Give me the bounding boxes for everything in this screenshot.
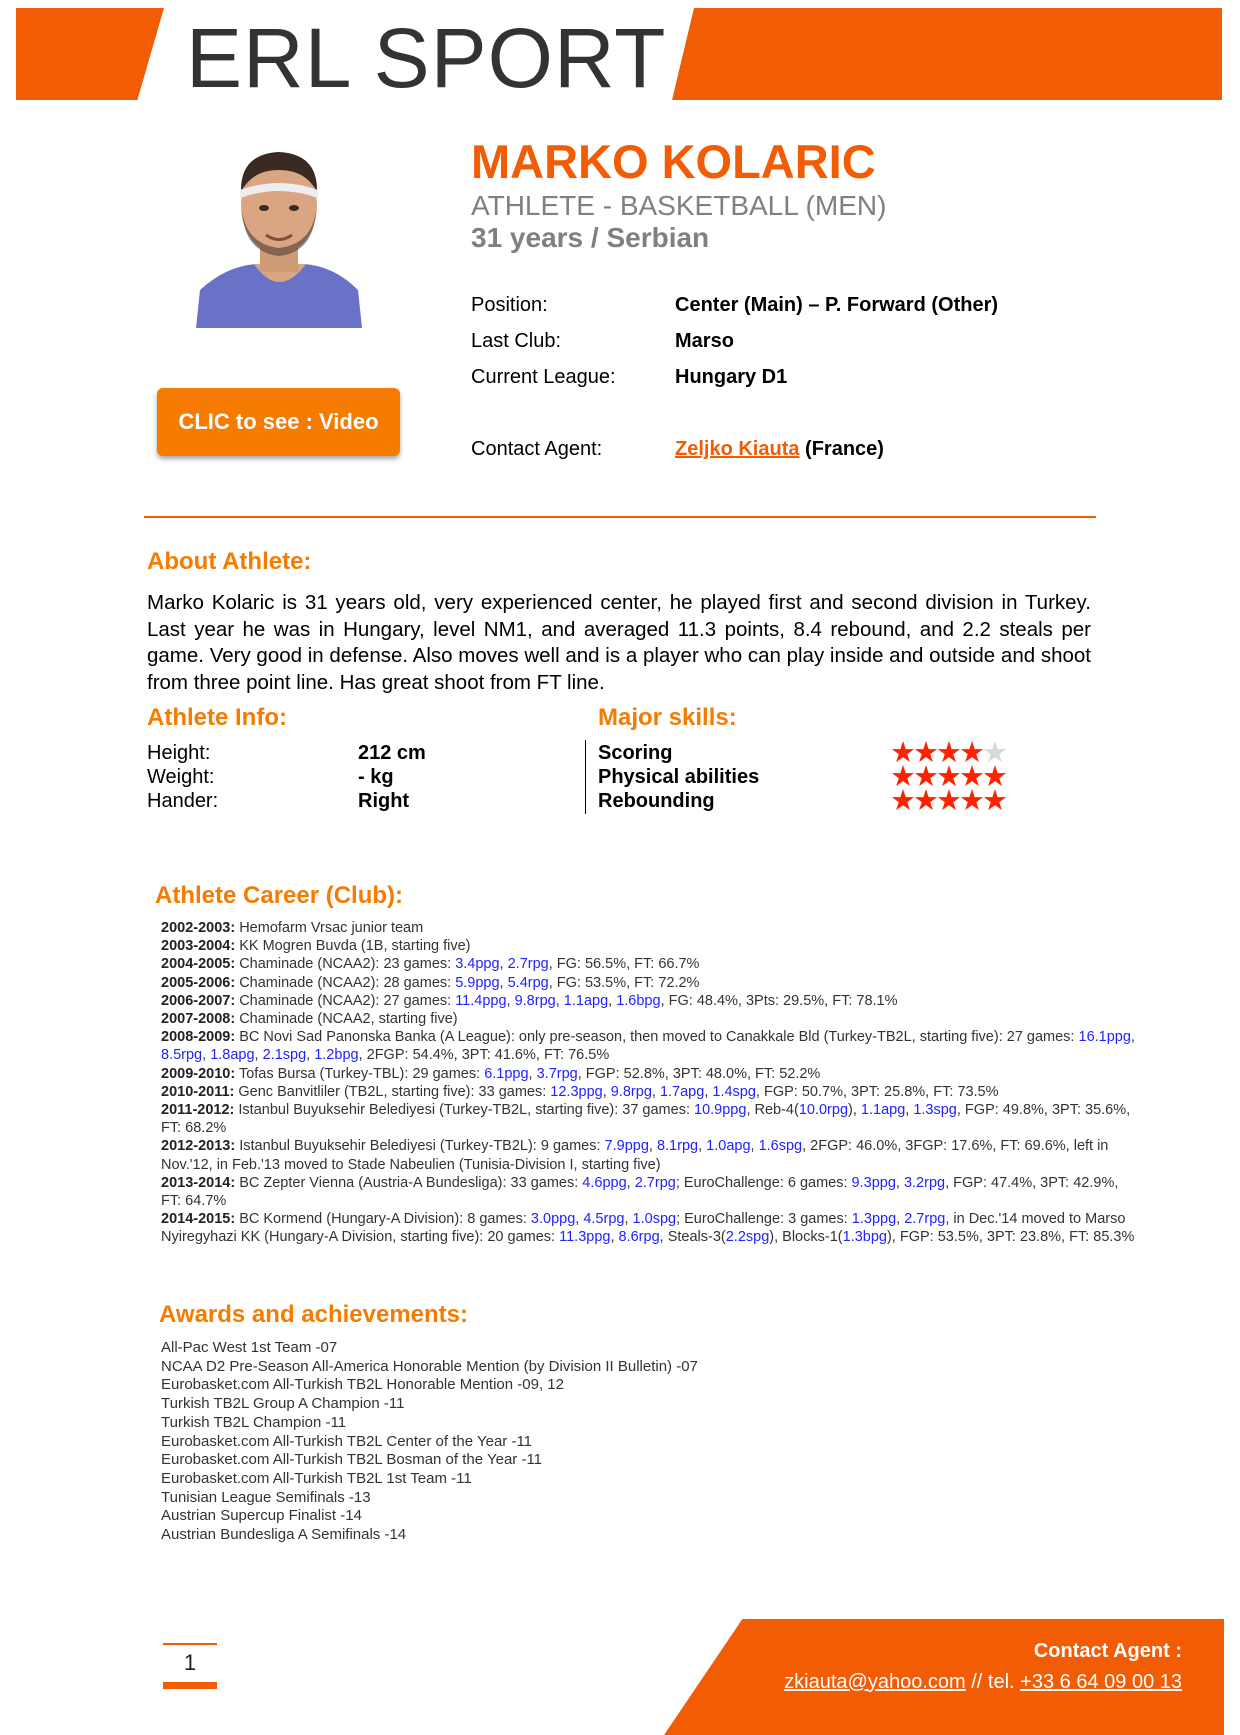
career-text: BC Kormend (Hungary-A Division): 8 games: [235,1211,531,1228]
career-stat: 1.3bpg [842,1229,887,1246]
career-entry [161,974,1141,992]
awards-title: Awards and achievements: [159,1301,469,1328]
career-stat: 16.1ppg [1078,1029,1131,1046]
career-stat: 8.1rpg [656,1138,699,1155]
career-stat: 1.4spg [712,1083,756,1100]
career-year: 2008-2009: [161,1029,236,1046]
career-text: Istanbul Buyuksehir Belediyesi (Turkey-TB2L, starting five): 37 games: [234,1102,695,1119]
career-stat: 1.6bpg [616,992,661,1009]
award-item: Tunisian League Semifinals -13 [161,1488,371,1506]
career-entry [161,1028,1141,1064]
info-label: Height: [147,742,211,764]
career-stat: 3.0ppg [530,1211,576,1228]
career-stat: 10.0rpg [798,1102,849,1119]
footer-contact-line [784,1671,1182,1694]
career-text: , [499,956,508,973]
career-entry [161,1010,1141,1028]
info-divider [585,740,586,814]
career-text: , [626,1174,635,1191]
career-text: , FG: 53.5%, FT: 72.2% [548,974,700,991]
career-text: , Steals-3( [659,1229,726,1246]
career-text: , [610,1229,619,1246]
career-text: , [608,992,617,1009]
career-year: 2014-2015: [161,1211,236,1228]
career-text: ; EuroChallenge: 6 games: [675,1174,852,1191]
header-bar-right [672,8,1222,100]
career-stat: 9.8rpg [610,1083,652,1100]
info-value: - kg [358,766,394,788]
skill-name: Rebounding [598,790,715,812]
award-item: Eurobasket.com All-Turkish TB2L 1st Team -11 [161,1469,472,1487]
career-text: BC Zepter Vienna (Austria-A Bundesliga): 33 games: [235,1174,583,1191]
header-bar-left [16,8,164,100]
career-stat: 1.0spg [632,1211,677,1228]
career-stat: 1.8apg [210,1047,255,1064]
career-text: Istanbul Buyuksehir Belediyesi (Turkey-TB2L): 9 games: [235,1138,605,1155]
career-text: , [1130,1029,1135,1046]
career-year: 2006-2007: [161,992,236,1009]
career-text: Tofas Bursa (Turkey-TBL): 29 games: [235,1065,485,1082]
awards-list [161,1339,698,1545]
career-text: ), [848,1102,861,1119]
athlete-info-title: Athlete Info: [147,704,287,731]
agent-country: (France) [805,438,884,460]
career-text: , FG: 56.5%, FT: 66.7% [548,956,700,973]
award-item: Austrian Supercup Finalist -14 [161,1507,362,1525]
career-text: , FGP: 49.8%, 3PT: 35.6%, FT: 68.2% [161,1102,1131,1137]
award-item: Eurobasket.com All-Turkish TB2L Bosman of the Year -11 [161,1451,543,1469]
career-stat: 1.3ppg [851,1211,897,1228]
career-stat: 1.1apg [860,1102,906,1119]
career-year: 2013-2014: [161,1174,236,1191]
page-number-bar [163,1682,217,1689]
award-item: Eurobasket.com All-Turkish TB2L Center of the Year -11 [161,1432,533,1450]
career-text: ; EuroChallenge: 3 games: [676,1211,852,1228]
career-text: ), Blocks-1( [769,1229,843,1246]
page-number: 1 [183,1650,197,1675]
career-entry [161,1083,1141,1101]
star-empty-icon: ★ [982,737,1005,769]
career-text: Chaminade (NCAA2): 23 games: [235,956,456,973]
career-text: , FGP: 50.7%, 3PT: 25.8%, FT: 73.5% [755,1083,999,1100]
footer-tel-label: tel. [987,1671,1021,1693]
career-text: , [624,1211,633,1228]
athlete-role: ATHLETE - BASKETBALL (MEN) [471,190,887,221]
star-filled-icon: ★ [959,761,982,793]
career-text: , 2FGP: 46.0%, 3FGP: 17.6%, FT: 69.6%, left in Nov.'12, in Feb.'13 moved to Stade Nabeulien (Tunisia-Division I, starting five) [161,1138,1109,1173]
career-stat: 2.1spg [262,1047,307,1064]
career-text: KK Mogren Buvda (1B, starting five) [235,938,471,955]
career-year: 2002-2003: [161,920,236,936]
athlete-age-nationality: 31 years / Serbian [471,222,710,253]
info-value: Right [358,790,410,812]
career-text: , [202,1047,211,1064]
career-stat: 8.5rpg [161,1047,203,1064]
career-text: , [555,992,564,1009]
career-stat: 1.3spg [913,1102,957,1119]
league-value: Hungary D1 [675,366,788,388]
athlete-photo [196,140,362,328]
career-stat: 3.4ppg [455,956,500,973]
career-text: , FG: 48.4%, 3Pts: 29.5%, FT: 78.1% [660,992,898,1009]
video-button[interactable]: CLIC to see : Video [157,388,400,456]
skills-title: Major skills: [598,704,737,731]
career-stat: 8.6rpg [618,1229,660,1246]
footer-email-link[interactable]: zkiauta@yahoo.com [784,1671,966,1693]
career-stat: 2.7rpg [904,1211,946,1228]
star-filled-icon: ★ [913,761,936,793]
award-item: Turkish TB2L Champion -11 [161,1413,347,1431]
star-filled-icon: ★ [913,785,936,817]
career-stat: 2.2spg [725,1229,770,1246]
career-stat: 5.4rpg [507,974,549,991]
brand-logo: ERL SPORT [186,11,667,105]
career-text: , FGP: 52.8%, 3PT: 48.0%, FT: 52.2% [577,1065,821,1082]
club-value: Marso [675,330,734,352]
skill-name: Scoring [598,742,673,764]
footer-contact-title: Contact Agent : [1033,1640,1182,1662]
career-stat: 9.3ppg [851,1174,896,1191]
position-label: Position: [471,294,548,316]
star-filled-icon: ★ [982,785,1005,817]
skill-stars [890,785,1005,817]
career-entry [161,1174,1141,1210]
career-stat: 2.7rpg [634,1174,676,1191]
about-text: Marko Kolaric is 31 years old, very experienced center, he played first and second division in Turkey. Last year he was in Hungary, level NM1, and averaged 11.3 points, 8.4 rebound, and 2.2 steals per game. Very good in defense. Also moves well and is a player who can play inside and outside and shoot from three point line. Has great shoot from FT line. [147,591,1091,694]
career-text: ), FGP: 53.5%, 3PT: 23.8%, FT: 85.3% [886,1229,1135,1246]
career-stat: 11.4ppg [455,992,507,1009]
career-entry [161,1065,1141,1083]
career-text: Hemofarm Vrsac junior team [235,920,424,936]
star-filled-icon: ★ [936,761,959,793]
career-text: , Reb-4( [746,1102,799,1119]
skill-name: Physical abilities [598,766,760,788]
award-item: NCAA D2 Pre-Season All-America Honorable Mention (by Division II Bulletin) -07 [161,1357,698,1375]
career-entry [161,919,1141,937]
career-entry [161,937,1141,955]
club-label: Last Club: [471,330,562,352]
career-text: , [499,974,508,991]
star-filled-icon: ★ [890,761,913,793]
athlete-name: MARKO KOLARIC [471,135,876,188]
career-title: Athlete Career (Club): [155,882,404,909]
career-text: , in Dec.'14 moved to Marso Nyiregyhazi KK (Hungary-A Division, starting five): 20 games: [161,1211,1126,1246]
career-text: , [602,1083,611,1100]
career-stat: 1.0apg [706,1138,751,1155]
agent-value [675,438,884,461]
career-text: , [528,1065,537,1082]
career-stat: 4.5rpg [583,1211,625,1228]
award-item: Eurobasket.com All-Turkish TB2L Honorable Mention -09, 12 [161,1376,564,1394]
star-filled-icon: ★ [890,785,913,817]
star-filled-icon: ★ [959,785,982,817]
career-list [161,919,1141,1247]
career-stat: 5.9ppg [455,974,500,991]
award-item: All-Pac West 1st Team -07 [161,1339,338,1356]
career-stat: 3.7rpg [536,1065,578,1082]
career-stat: 11.3ppg [559,1229,611,1246]
career-text: , [648,1138,657,1155]
career-text: BC Novi Sad Panonska Banka (A League): only pre-season, then moved to Canakkale Bld (Turkey-TB2L, starting five): 27 games: [235,1029,1079,1046]
career-text: Chaminade (NCAA2): 28 games: [235,974,456,991]
star-filled-icon: ★ [982,761,1005,793]
star-filled-icon: ★ [913,737,936,769]
page-number-rule [163,1643,217,1645]
career-text: , [895,1174,904,1191]
position-value: Center (Main) – P. Forward (Other) [675,294,999,316]
career-text: , [651,1083,660,1100]
league-label: Current League: [471,366,616,388]
info-value: 212 cm [358,742,426,764]
star-filled-icon: ★ [959,737,982,769]
career-text: , [254,1047,263,1064]
footer-tel-link[interactable]: +33 6 64 09 00 13 [1020,1671,1182,1693]
career-year: 2010-2011: [161,1083,235,1100]
career-entry [161,1210,1141,1246]
career-text: , [575,1211,584,1228]
career-stat: 2.7rpg [507,956,549,973]
info-label: Hander: [147,790,219,812]
footer-separator: // [965,1671,988,1693]
star-filled-icon: ★ [890,737,913,769]
career-stat: 6.1ppg [484,1065,529,1082]
agent-label: Contact Agent: [471,438,603,460]
career-year: 2009-2010: [161,1065,236,1082]
career-text: , FGP: 47.4%, 3PT: 42.9%, FT: 64.7% [161,1174,1119,1210]
career-text: , [750,1138,759,1155]
career-stat: 1.7apg [659,1083,705,1100]
career-year: 2004-2005: [161,956,236,973]
career-entry [161,1137,1141,1173]
career-entry [161,955,1141,973]
career-text: , [704,1083,713,1100]
career-stat: 1.1apg [563,992,609,1009]
career-stat: 1.6spg [758,1138,803,1155]
career-stat: 10.9ppg [694,1102,747,1119]
career-year: 2003-2004: [161,938,236,955]
career-year: 2011-2012: [161,1102,235,1119]
info-label: Weight: [147,766,215,788]
career-text: Chaminade (NCAA2, starting five) [235,1011,458,1028]
career-text: , [896,1211,905,1228]
divider [144,516,1096,518]
career-text: , [905,1102,914,1119]
about-title: About Athlete: [147,548,312,575]
career-stat: 7.9ppg [604,1138,649,1155]
career-text: , [306,1047,315,1064]
career-year: 2012-2013: [161,1138,236,1155]
star-filled-icon: ★ [936,737,959,769]
agent-link[interactable]: Zeljko Kiauta [675,438,800,460]
career-text: , [698,1138,707,1155]
career-year: 2007-2008: [161,1011,236,1028]
career-stat: 3.2rpg [903,1174,946,1191]
career-stat: 4.6ppg [582,1174,627,1191]
career-text: Chaminade (NCAA2): 27 games: [235,992,456,1009]
career-entry [161,992,1141,1010]
career-text: Genc Banvitliler (TB2L, starting five): 33 games: [234,1083,551,1100]
career-stat: 9.8rpg [514,992,556,1009]
award-item: Turkish TB2L Group A Champion -11 [161,1395,405,1413]
career-stat: 1.2bpg [314,1047,359,1064]
career-stat: 12.3ppg [550,1083,603,1100]
career-text: , [506,992,515,1009]
star-filled-icon: ★ [936,785,959,817]
career-text: , 2FGP: 54.4%, 3PT: 41.6%, FT: 76.5% [358,1047,610,1064]
career-year: 2005-2006: [161,974,236,991]
award-item: Austrian Bundesliga A Semifinals -14 [161,1526,407,1544]
career-entry [161,1101,1141,1137]
